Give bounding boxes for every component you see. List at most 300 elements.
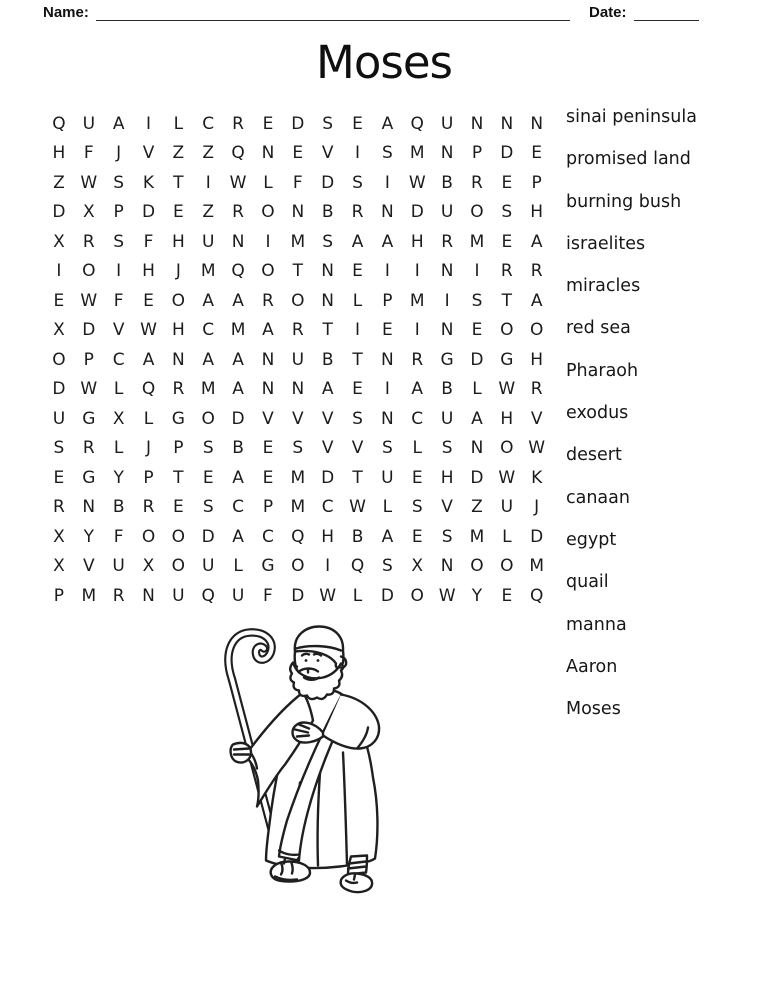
grid-letter: W xyxy=(438,585,456,606)
moses-drawing xyxy=(205,622,395,898)
grid-letter: A xyxy=(381,113,394,134)
grid-letter: S xyxy=(202,497,214,518)
grid-letter: L xyxy=(502,526,512,547)
grid-letter: A xyxy=(232,467,244,488)
grid-letter: S xyxy=(411,497,423,518)
grid-letter: N xyxy=(321,290,335,311)
grid-letter: A xyxy=(530,290,543,311)
grid-letter: S xyxy=(441,438,453,459)
word-list-item: Moses xyxy=(566,699,621,720)
grid-letter: H xyxy=(440,467,454,488)
grid-letter: M xyxy=(230,320,246,341)
grid-letter: O xyxy=(82,261,96,282)
grid-letter: X xyxy=(53,556,65,577)
date-label: Date: xyxy=(589,4,627,21)
grid-letter: O xyxy=(261,202,275,223)
grid-letter: E xyxy=(501,585,513,606)
grid-letter: G xyxy=(500,349,514,370)
grid-letter: O xyxy=(529,320,544,341)
grid-letter: E xyxy=(501,172,513,193)
grid-letter: L xyxy=(113,379,124,400)
grid-letter: O xyxy=(52,349,66,370)
grid-letter: W xyxy=(229,172,247,193)
word-list-item: miracles xyxy=(566,276,641,297)
grid-letter: V xyxy=(291,408,304,429)
grid-letter: I xyxy=(355,320,361,341)
grid-letter: I xyxy=(265,231,271,252)
grid-letter: O xyxy=(171,290,186,311)
grid-letter: M xyxy=(290,497,306,518)
grid-letter: R xyxy=(142,497,155,518)
grid-letter: R xyxy=(82,438,95,459)
grid-letter: Q xyxy=(350,556,365,577)
grid-letter: N xyxy=(440,143,454,164)
grid-letter: G xyxy=(440,349,454,370)
grid-letter: C xyxy=(411,408,424,429)
grid-letter: Z xyxy=(202,143,215,164)
grid-letter: L xyxy=(412,438,422,459)
word-list-item: Pharaoh xyxy=(566,360,639,381)
grid-letter: S xyxy=(292,438,304,459)
word-list-item: Aaron xyxy=(566,656,618,677)
grid-letter: I xyxy=(116,261,122,282)
grid-letter: U xyxy=(172,585,185,606)
grid-letter: F xyxy=(263,585,273,606)
grid-letter: D xyxy=(291,113,305,134)
grid-letter: S xyxy=(381,438,393,459)
grid-letter: S xyxy=(471,290,483,311)
grid-letter: E xyxy=(411,467,423,488)
grid-letter: R xyxy=(351,202,364,223)
grid-letter: N xyxy=(231,231,245,252)
word-grid xyxy=(44,109,552,611)
grid-letter: P xyxy=(531,172,542,193)
grid-letter: S xyxy=(322,113,334,134)
grid-letter: X xyxy=(411,556,424,577)
grid-letter: T xyxy=(322,320,333,341)
grid-letter: U xyxy=(440,408,454,429)
word-list-item: sinai peninsula xyxy=(566,107,697,127)
grid-letter: N xyxy=(321,261,335,282)
word-list-item: desert xyxy=(566,445,622,466)
grid-letter: E xyxy=(352,379,363,400)
grid-letter: Q xyxy=(410,113,424,134)
grid-letter: Y xyxy=(83,526,94,547)
grid-letter: M xyxy=(81,585,97,606)
grid-letter: H xyxy=(530,349,544,370)
grid-letter: O xyxy=(410,585,424,606)
grid-letter: A xyxy=(530,231,543,252)
grid-letter: N xyxy=(381,202,394,223)
grid-letter: L xyxy=(352,290,363,311)
grid-letter: U xyxy=(231,585,245,606)
grid-letter: W xyxy=(80,172,98,193)
grid-letter: S xyxy=(113,172,125,193)
grid-letter: W xyxy=(140,320,157,341)
grid-letter: I xyxy=(384,379,390,400)
grid-letter: M xyxy=(290,231,306,252)
grid-letter: A xyxy=(232,290,244,311)
grid-letter: S xyxy=(441,526,453,547)
grid-letter: D xyxy=(380,585,394,606)
grid-letter: M xyxy=(409,290,425,311)
grid-letter: A xyxy=(262,320,274,341)
grid-letter: V xyxy=(321,143,334,164)
grid-letter: Q xyxy=(231,143,245,164)
grid-letter: J xyxy=(534,497,540,518)
grid-letter: X xyxy=(53,320,65,341)
grid-letter: M xyxy=(529,556,545,577)
grid-letter: A xyxy=(411,379,424,400)
grid-letter: P xyxy=(471,143,483,164)
grid-letter: A xyxy=(232,349,244,370)
grid-letter: N xyxy=(381,408,394,429)
grid-letter: Z xyxy=(471,497,483,518)
grid-letter: S xyxy=(501,202,513,223)
grid-letter: F xyxy=(113,526,124,547)
grid-letter: Q xyxy=(201,585,215,606)
grid-letter: H xyxy=(52,143,66,164)
grid-letter: A xyxy=(232,379,244,400)
grid-letter: M xyxy=(290,467,306,488)
grid-letter: R xyxy=(232,113,244,134)
grid-letter: R xyxy=(112,585,125,606)
grid-letter: D xyxy=(201,526,215,547)
grid-letter: H xyxy=(410,231,424,252)
grid-letter: N xyxy=(500,113,514,134)
grid-letter: E xyxy=(531,143,543,164)
grid-letter: I xyxy=(355,143,361,164)
grid-letter: N xyxy=(470,113,484,134)
grid-letter: L xyxy=(472,379,482,400)
name-label: Name: xyxy=(43,4,89,21)
grid-letter: U xyxy=(202,231,215,252)
grid-letter: O xyxy=(470,556,484,577)
grid-letter: I xyxy=(146,113,152,134)
grid-letter: Z xyxy=(172,143,185,164)
grid-letter: O xyxy=(500,438,514,459)
grid-letter: E xyxy=(262,467,274,488)
grid-letter: L xyxy=(263,172,273,193)
grid-letter: V xyxy=(142,143,155,164)
grid-letter: S xyxy=(202,438,214,459)
grid-letter: O xyxy=(171,556,186,577)
grid-letter: S xyxy=(53,438,65,459)
grid-letter: W xyxy=(528,438,546,459)
grid-letter: I xyxy=(56,261,62,282)
grid-letter: D xyxy=(82,320,96,341)
word-list xyxy=(566,107,697,741)
word-list-item: exodus xyxy=(566,403,629,424)
grid-letter: U xyxy=(291,349,305,370)
grid-letter: A xyxy=(202,290,215,311)
name-input-line[interactable] xyxy=(96,3,570,21)
grid-letter: D xyxy=(291,585,305,606)
grid-letter: F xyxy=(143,231,154,252)
word-list-item: quail xyxy=(566,572,609,593)
grid-letter: W xyxy=(349,497,366,518)
grid-letter: B xyxy=(441,172,453,193)
grid-letter: O xyxy=(201,408,215,429)
grid-letter: D xyxy=(321,467,335,488)
grid-letter: E xyxy=(352,113,363,134)
grid-letter: S xyxy=(322,231,334,252)
grid-letter: S xyxy=(381,556,393,577)
grid-letter: H xyxy=(530,202,544,223)
grid-letter: D xyxy=(500,143,514,164)
grid-letter: I xyxy=(205,172,211,193)
grid-letter: P xyxy=(173,438,184,459)
grid-letter: P xyxy=(113,202,124,223)
grid-letter: Q xyxy=(291,526,305,547)
grid-letter: K xyxy=(531,467,543,488)
grid-letter: Q xyxy=(231,261,245,282)
word-list-item: promised land xyxy=(566,149,691,170)
grid-letter: N xyxy=(261,143,275,164)
grid-letter: T xyxy=(292,261,303,282)
grid-letter: Z xyxy=(202,202,215,223)
grid-letter: E xyxy=(471,320,483,341)
grid-letter: U xyxy=(500,497,514,518)
grid-letter: X xyxy=(82,202,95,223)
grid-letter: B xyxy=(232,438,244,459)
word-list-item: red sea xyxy=(566,318,631,339)
grid-letter: U xyxy=(112,556,125,577)
grid-letter: O xyxy=(261,261,275,282)
grid-letter: N xyxy=(530,113,544,134)
grid-letter: R xyxy=(262,290,274,311)
grid-letter: M xyxy=(469,526,485,547)
grid-letter: N xyxy=(291,379,305,400)
grid-letter: M xyxy=(409,143,425,164)
grid-letter: V xyxy=(321,438,334,459)
grid-letter: E xyxy=(262,113,274,134)
grid-letter: R xyxy=(53,497,65,518)
grid-letter: H xyxy=(500,408,514,429)
grid-letter: C xyxy=(202,113,215,134)
grid-letter: B xyxy=(321,202,334,223)
grid-letter: V xyxy=(82,556,95,577)
grid-letter: D xyxy=(231,408,245,429)
grid-letter: J xyxy=(116,143,122,164)
grid-letter: U xyxy=(82,113,96,134)
grid-letter: N xyxy=(291,202,305,223)
grid-letter: X xyxy=(53,231,65,252)
date-input-line[interactable] xyxy=(634,3,699,21)
grid-letter: L xyxy=(352,585,363,606)
grid-letter: D xyxy=(52,202,66,223)
grid-letter: A xyxy=(471,408,483,429)
grid-letter: W xyxy=(498,379,516,400)
moses-illustration xyxy=(205,622,395,898)
grid-letter: X xyxy=(142,556,155,577)
grid-letter: E xyxy=(501,231,513,252)
grid-letter: J xyxy=(146,438,152,459)
grid-letter: V xyxy=(321,408,334,429)
grid-letter: S xyxy=(113,231,125,252)
grid-letter: U xyxy=(440,113,454,134)
grid-letter: V xyxy=(262,408,274,429)
grid-letter: V xyxy=(351,438,364,459)
moses-head xyxy=(290,627,346,700)
grid-letter: L xyxy=(143,408,154,429)
grid-letter: N xyxy=(261,379,275,400)
grid-letter: N xyxy=(440,320,454,341)
grid-letter: T xyxy=(352,349,363,370)
grid-letter: O xyxy=(500,320,514,341)
grid-letter: N xyxy=(261,349,275,370)
grid-letter: H xyxy=(321,526,335,547)
grid-letter: E xyxy=(352,261,363,282)
grid-letter: T xyxy=(501,290,513,311)
grid-letter: X xyxy=(53,526,65,547)
grid-letter: I xyxy=(444,290,450,311)
grid-letter: N xyxy=(142,585,155,606)
grid-letter: R xyxy=(471,172,483,193)
grid-letter: R xyxy=(441,231,453,252)
grid-letter: B xyxy=(351,526,364,547)
grid-letter: W xyxy=(498,467,516,488)
grid-letter: E xyxy=(292,143,304,164)
grid-letter: D xyxy=(410,202,424,223)
grid-letter: I xyxy=(384,172,390,193)
grid-letter: E xyxy=(53,290,65,311)
grid-letter: N xyxy=(82,497,96,518)
grid-letter: P xyxy=(262,497,274,518)
grid-letter: F xyxy=(292,172,303,193)
grid-letter: W xyxy=(319,585,337,606)
grid-letter: P xyxy=(143,467,154,488)
grid-letter: H xyxy=(171,231,185,252)
grid-letter: U xyxy=(202,556,215,577)
grid-letter: N xyxy=(470,438,484,459)
grid-letter: O xyxy=(171,526,186,547)
grid-letter: E xyxy=(411,526,423,547)
grid-letter: Z xyxy=(53,172,65,193)
grid-letter: R xyxy=(291,320,304,341)
grid-letter: I xyxy=(414,261,420,282)
grid-letter: O xyxy=(291,290,305,311)
grid-letter: V xyxy=(112,320,125,341)
grid-letter: A xyxy=(232,526,244,547)
grid-letter: E xyxy=(172,497,184,518)
grid-letter: A xyxy=(351,231,364,252)
grid-letter: E xyxy=(382,320,393,341)
grid-letter: C xyxy=(321,497,334,518)
grid-letter: C xyxy=(262,526,274,547)
grid-letter: N xyxy=(440,261,454,282)
grid-letter: O xyxy=(500,556,514,577)
grid-letter: M xyxy=(200,261,216,282)
word-list-item: manna xyxy=(566,614,627,635)
grid-letter: V xyxy=(441,497,453,518)
grid-letter: U xyxy=(381,467,394,488)
grid-letter: N xyxy=(172,349,185,370)
grid-letter: U xyxy=(440,202,454,223)
word-list-item: israelites xyxy=(566,233,646,254)
grid-letter: J xyxy=(175,261,181,282)
grid-letter: W xyxy=(80,379,98,400)
grid-letter: A xyxy=(142,349,155,370)
grid-letter: R xyxy=(411,349,424,370)
grid-letter: F xyxy=(83,143,94,164)
grid-letter: H xyxy=(142,261,155,282)
grid-letter: A xyxy=(112,113,125,134)
word-list-item: egypt xyxy=(566,529,617,550)
grid-letter: V xyxy=(530,408,543,429)
grid-letter: A xyxy=(381,231,394,252)
grid-letter: N xyxy=(440,556,454,577)
grid-letter: D xyxy=(530,526,544,547)
grid-letter: W xyxy=(408,172,426,193)
grid-letter: M xyxy=(200,379,216,400)
grid-letter: S xyxy=(381,143,393,164)
puzzle-title: Moses xyxy=(316,36,452,89)
grid-letter: S xyxy=(352,172,363,193)
grid-letter: G xyxy=(82,408,96,429)
grid-letter: B xyxy=(112,497,125,518)
grid-letter: K xyxy=(142,172,155,193)
grid-letter: E xyxy=(172,202,184,223)
grid-letter: W xyxy=(80,290,98,311)
grid-letter: G xyxy=(261,556,275,577)
grid-letter: R xyxy=(82,231,95,252)
grid-letter: R xyxy=(500,261,513,282)
grid-letter: Y xyxy=(113,467,124,488)
grid-letter: M xyxy=(469,231,485,252)
grid-letter: L xyxy=(382,497,393,518)
grid-letter: L xyxy=(113,438,124,459)
grid-letter: C xyxy=(112,349,125,370)
grid-letter: I xyxy=(384,261,390,282)
grid-letter: E xyxy=(143,290,154,311)
moses-figure xyxy=(231,627,379,893)
grid-letter: B xyxy=(321,349,334,370)
grid-letter: E xyxy=(202,467,214,488)
grid-letter: Y xyxy=(471,585,483,606)
grid-letter: H xyxy=(171,320,185,341)
grid-letter: E xyxy=(262,438,274,459)
grid-letter: R xyxy=(232,202,244,223)
grid-letter: G xyxy=(82,467,96,488)
grid-letter: B xyxy=(441,379,453,400)
grid-letter: S xyxy=(352,408,363,429)
grid-letter: P xyxy=(382,290,393,311)
grid-letter: O xyxy=(470,202,484,223)
grid-letter: Q xyxy=(141,379,156,400)
grid-letter: A xyxy=(321,379,334,400)
grid-letter: T xyxy=(352,467,363,488)
grid-letter: D xyxy=(470,349,484,370)
grid-letter: C xyxy=(232,497,245,518)
grid-letter: U xyxy=(52,408,66,429)
grid-letter: R xyxy=(530,261,543,282)
grid-letter: O xyxy=(141,526,156,547)
grid-letter: T xyxy=(173,467,184,488)
grid-letter: D xyxy=(52,379,66,400)
word-list-item: burning bush xyxy=(566,191,682,212)
grid-letter: A xyxy=(202,349,215,370)
grid-letter: L xyxy=(233,556,243,577)
grid-letter: F xyxy=(113,290,124,311)
grid-letter: E xyxy=(53,467,65,488)
word-list-item: canaan xyxy=(566,487,630,508)
grid-letter: R xyxy=(172,379,185,400)
grid-letter: P xyxy=(83,349,94,370)
grid-letter: D xyxy=(321,172,335,193)
grid-letter: X xyxy=(112,408,125,429)
grid-letter: N xyxy=(381,349,394,370)
